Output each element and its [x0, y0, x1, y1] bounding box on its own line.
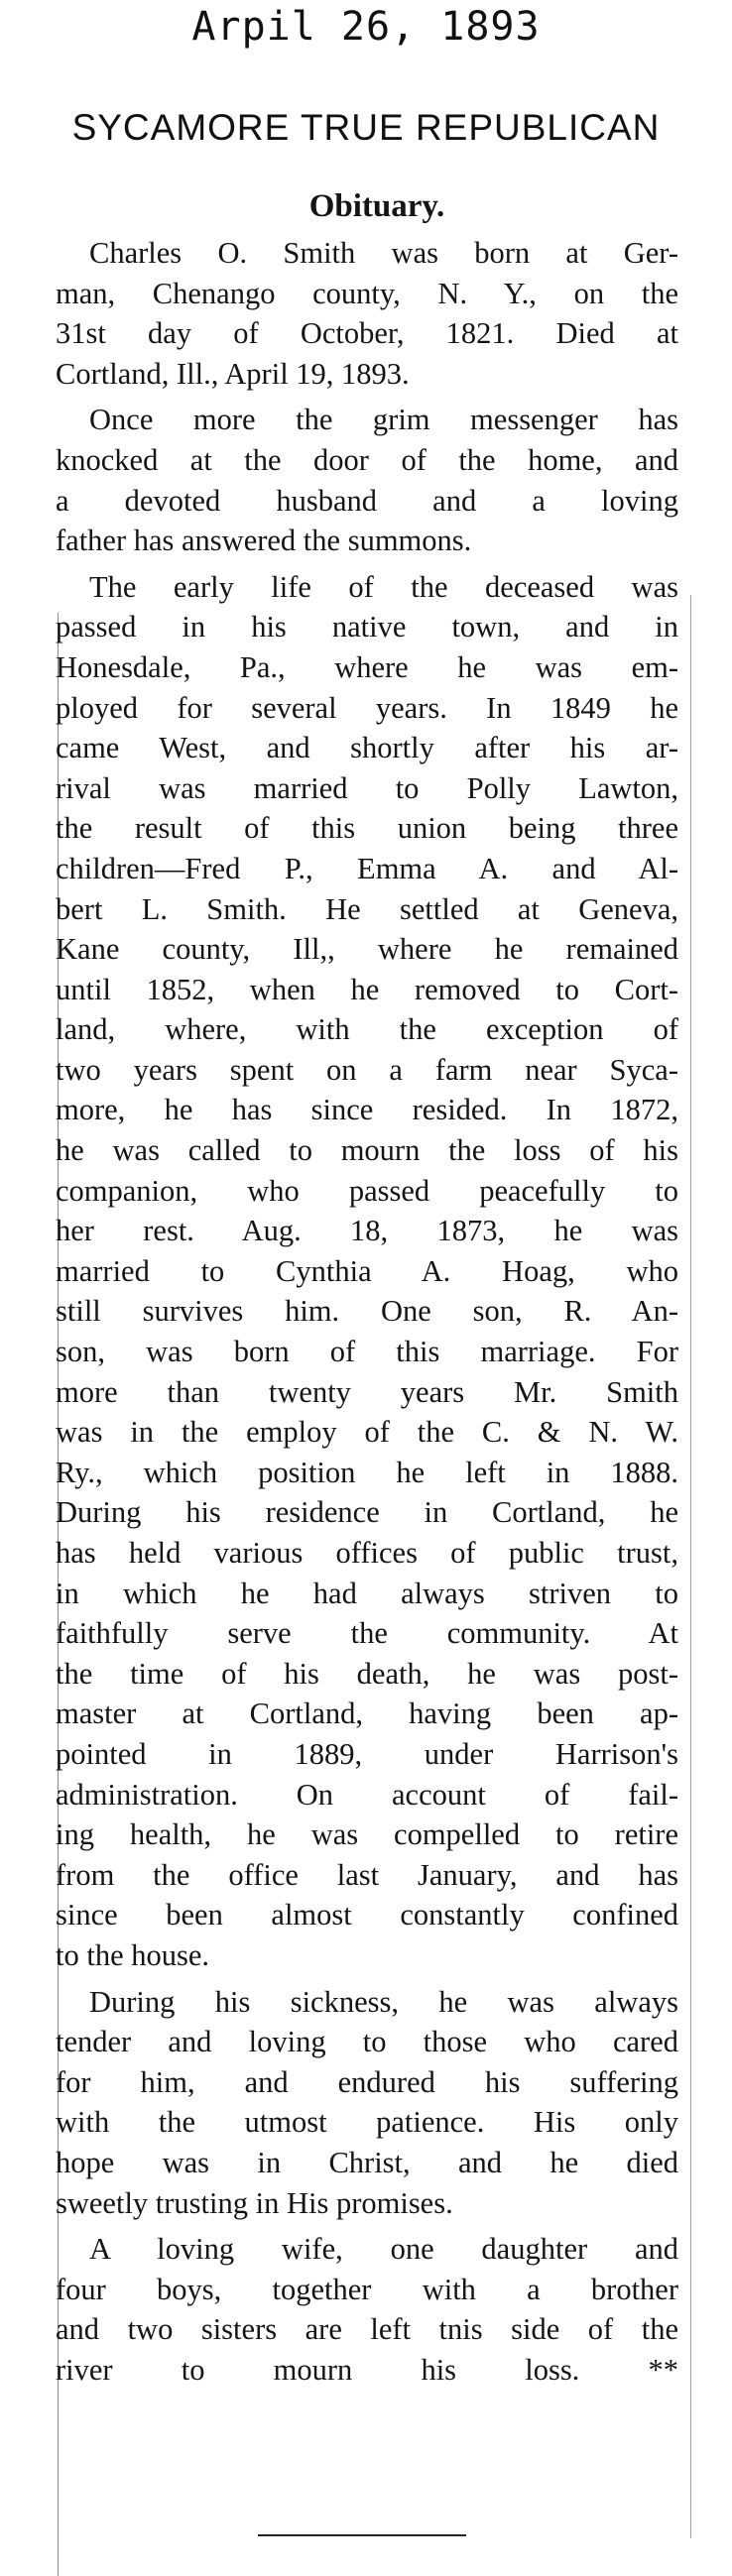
text-line: and two sisters are left tnis side of the [56, 2312, 678, 2347]
text-line: river to mourn his loss. ** [56, 2352, 678, 2387]
text-line: more than twenty years Mr. Smith [56, 1374, 678, 1409]
text-line: man, Chenango county, N. Y., on the [56, 276, 678, 310]
text-line: tender and loving to those who cared [56, 2025, 678, 2059]
text-line: The early life of the deceased was [89, 569, 678, 604]
end-rule [258, 2534, 466, 2536]
paragraph-birth-death [56, 233, 678, 394]
text-line: with the utmost patience. His only [56, 2105, 678, 2140]
text-line: came West, and shortly after his ar- [56, 731, 678, 765]
text-line: the result of this union being three [56, 811, 678, 846]
text-line: more, he has since resided. In 1872, [56, 1093, 678, 1127]
text-line: rival was married to Polly Lawton, [56, 770, 678, 805]
text-line: from the office last January, and has [56, 1857, 678, 1892]
text-line: in which he had always striven to [56, 1576, 678, 1610]
date-header: Arpil 26, 1893 [191, 4, 541, 50]
text-line: still survives him. One son, R. An- [56, 1294, 678, 1329]
text-line: administration. On account of fail- [56, 1777, 678, 1812]
text-line: children—Fred P., Emma A. and Al- [56, 851, 678, 885]
text-line: Cortland, Ill., April 19, 1893. [56, 356, 410, 391]
text-line: he was called to mourn the loss of his [56, 1133, 678, 1168]
newspaper-name: SYCAMORE TRUE REPUBLICAN [71, 107, 661, 148]
text-line: knocked at the door of the home, and [56, 442, 678, 477]
text-line: since been almost constantly confined [56, 1898, 678, 1932]
paragraph-summons [56, 400, 678, 560]
text-line: Honesdale, Pa., where he was em- [56, 649, 678, 684]
text-line: to the house. [56, 1937, 210, 1972]
text-line: for him, and endured his suffering [56, 2064, 678, 2099]
text-line: A loving wife, one daughter and [89, 2232, 678, 2267]
text-line: ing health, he was compelled to retire [56, 1817, 678, 1852]
text-line: land, where, with the exception of [56, 1012, 678, 1047]
text-line: pointed in 1889, under Harrison's [56, 1736, 678, 1771]
text-line: ployed for several years. In 1849 he [56, 690, 678, 725]
column-rule-right [690, 595, 691, 2538]
obituary-clipping [56, 188, 678, 2390]
text-line: married to Cynthia A. Hoag, who [56, 1253, 678, 1288]
text-line: During his residence in Cortland, he [56, 1495, 678, 1530]
text-line: companion, who passed peacefully to [56, 1173, 678, 1208]
text-line: Kane county, Ill,, where he remained [56, 932, 678, 967]
text-line: bert L. Smith. He settled at Geneva, [56, 891, 678, 926]
text-line: Charles O. Smith was born at Ger- [89, 236, 678, 270]
text-line: sweetly trusting in His promises. [56, 2185, 453, 2220]
text-line: master at Cortland, having been ap- [56, 1697, 678, 1731]
text-line: until 1852, when he removed to Cort- [56, 972, 678, 1006]
text-line: 31st day of October, 1821. Died at [56, 316, 678, 351]
obituary-title: Obituary. [308, 188, 445, 224]
text-line: a devoted husband and a loving [56, 483, 678, 518]
text-line: faithfully serve the community. At [56, 1616, 678, 1651]
text-line: son, was born of this marriage. For [56, 1335, 678, 1369]
paragraph-sickness [56, 1982, 678, 2224]
text-line: the time of his death, he was post- [56, 1656, 678, 1691]
text-line: hope was in Christ, and he died [56, 2145, 678, 2179]
text-line: her rest. Aug. 18, 1873, he was [56, 1214, 678, 1248]
text-line: four boys, together with a brother [56, 2272, 678, 2306]
paragraph-survivors [56, 2229, 678, 2390]
text-line: Once more the grim messenger has [89, 403, 678, 437]
text-line: passed in his native town, and in [56, 610, 678, 644]
text-line: was in the employ of the C. & N. W. [56, 1415, 678, 1450]
text-line: During his sickness, he was always [89, 1984, 678, 2019]
paragraph-life-history [56, 567, 678, 1976]
text-line: Ry., which position he left in 1888. [56, 1455, 678, 1489]
text-line: father has answered the summons. [56, 524, 472, 558]
text-line: two years spent on a farm near Syca- [56, 1052, 678, 1087]
text-line: has held various offices of public trust, [56, 1536, 678, 1570]
